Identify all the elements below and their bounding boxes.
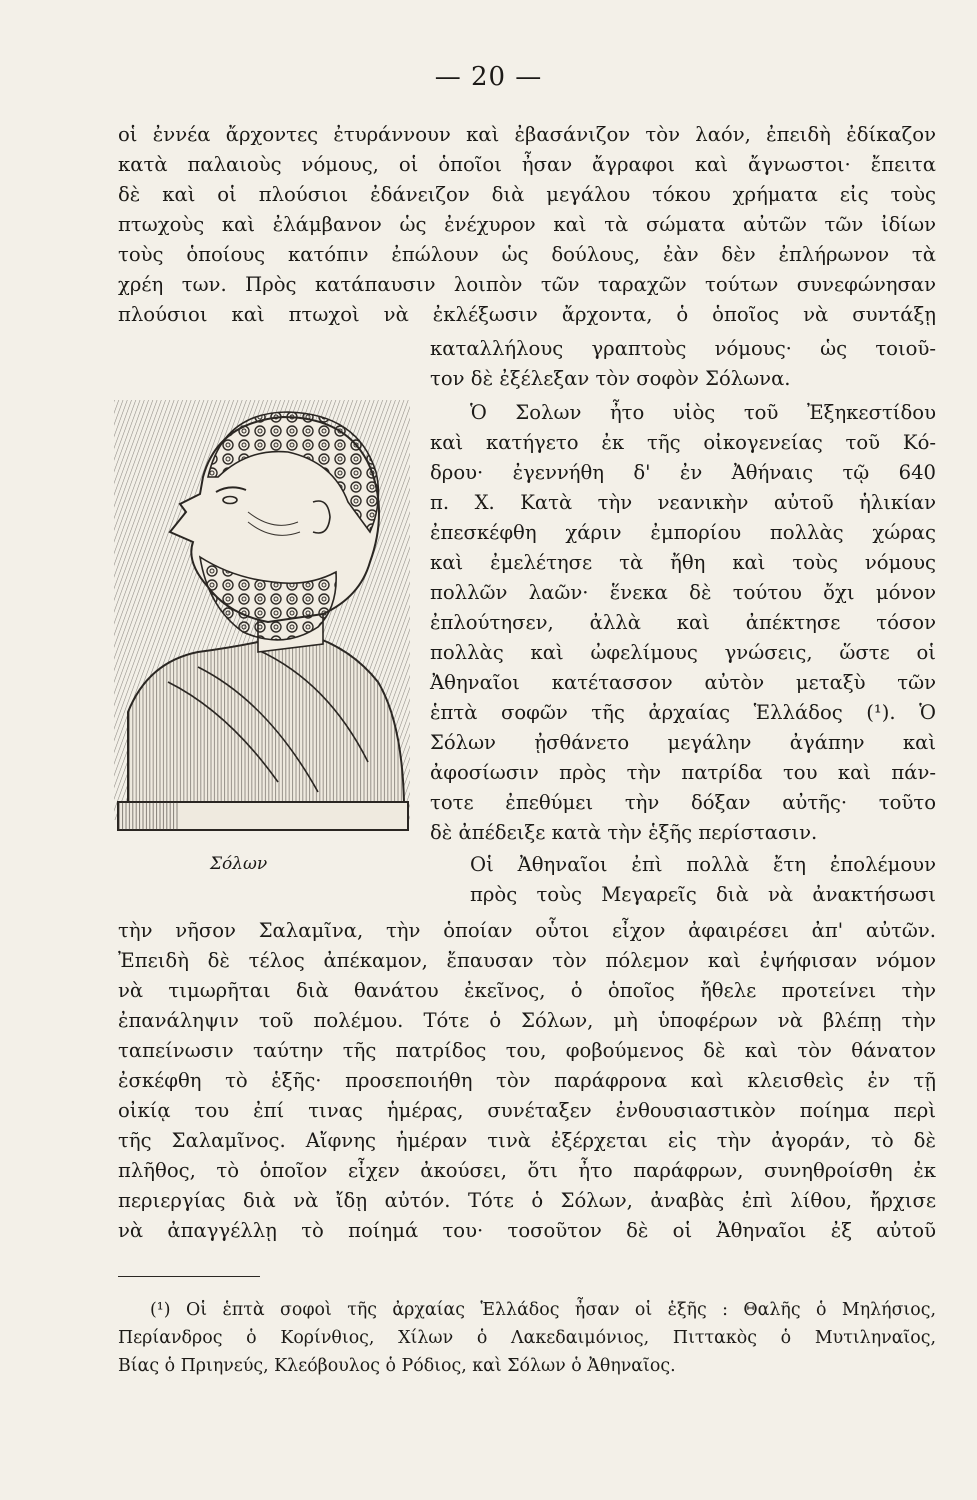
text-line: καταλλήλους γραπτοὺς νόμους· ὡς τοιοῦ- xyxy=(430,337,936,360)
text-line: καὶ κατήγετο ἐκ τῆς οἰκογενείας τοῦ Κό- xyxy=(430,431,936,454)
text-line: οἱ ἐννέα ἄρχοντες ἐτυράννουν καὶ ἐβασάνιζον τὸν λαόν, ἐπειδὴ ἐδίκαζον xyxy=(118,123,936,146)
text-line: τοὺς ὁποίους κατόπιν ἐπώλουν ὡς δούλους, ἐὰν δὲν ἐπλήρωνον τὰ xyxy=(118,243,936,266)
text-line: τῆς Σαλαμῖνος. Αἴφνης ἡμέραν τινὰ ἐξέρχεται εἰς τὴν ἀγοράν, τὸ δὲ xyxy=(118,1129,936,1152)
text-line: ἐπλούτησεν, ἀλλὰ καὶ ἀπέκτησε τόσον xyxy=(430,611,936,634)
text-line: τον δὲ ἐξέλεξαν τὸν σοφὸν Σόλωνα. xyxy=(430,367,791,390)
text-line: νὰ τιμωρῆται διὰ θανάτου ἐκεῖνος, ὁ ὁποῖος ἤθελε προτείνει τὴν xyxy=(118,979,936,1002)
text-line: π. Χ. Κατὰ τὴν νεανικὴν αὐτοῦ ἡλικίαν xyxy=(430,491,936,514)
text-line: Ἐπειδὴ δὲ τέλος ἀπέκαμον, ἔπαυσαν τὸν πόλεμον καὶ ἐψήφισαν νόμον xyxy=(118,949,936,972)
text-line: ταπείνωσιν ταύτην τῆς πατρίδος του, φοβούμενος δὲ καὶ τὸν θάνατον xyxy=(118,1039,936,1062)
text-line: ἑπτὰ σοφῶν τῆς ἀρχαίας Ἑλλάδος (¹). Ὁ xyxy=(430,701,936,724)
page-number: — 20 — xyxy=(434,62,543,92)
text-line: πολλὰς καὶ ὠφελίμους γνώσεις, ὥστε οἱ xyxy=(430,641,936,664)
text-line: περιεργίας διὰ νὰ ἴδῃ αὐτόν. Τότε ὁ Σόλων, ἀναβὰς ἐπὶ λίθου, ἤρχισε xyxy=(118,1189,936,1212)
text-line: νὰ ἀπαγγέλλῃ τὸ ποίημά του· τοσοῦτον δὲ οἱ Ἀθηναῖοι ἐξ αὐτοῦ xyxy=(118,1219,936,1242)
footnote-line: Περίανδρος ὁ Κορίνθιος, Χίλων ὁ Λακεδαιμόνιος, Πιττακὸς ὁ Μυτιληναῖος, xyxy=(118,1328,936,1348)
text-line: ἐπεσκέφθη χάριν ἐμπορίου πολλὰς χώρας xyxy=(430,521,936,544)
text-line: Σόλων ᾐσθάνετο μεγάλην ἀγάπην καὶ xyxy=(430,731,936,754)
footnote-line: Βίας ὁ Πριηνεύς, Κλεόβουλος ὁ Ρόδιος, καὶ Σόλων ὁ Ἀθηναῖος. xyxy=(118,1356,676,1376)
text-line: πλῆθος, τὸ ὁποῖον εἶχεν ἀκούσει, ὅτι ἦτο παράφρων, συνηθροίσθη ἐκ xyxy=(118,1159,936,1182)
text-line: καὶ ἐμελέτησε τὰ ἤθη καὶ τοὺς νόμους xyxy=(430,551,936,574)
text-line: πτωχοὺς καὶ ἐλάμβανον ὡς ἐνέχυρον καὶ τὰ σώματα αὐτῶν τῶν ἰδίων xyxy=(118,213,936,236)
text-line: δὲ καὶ οἱ πλούσιοι ἐδάνειζον διὰ μεγάλου τόκου χρήματα εἰς τοὺς xyxy=(118,183,936,206)
text-line: πρὸς τοὺς Μεγαρεῖς διὰ νὰ ἀνακτήσωσι xyxy=(470,883,936,906)
text-line: κατὰ παλαιοὺς νόμους, οἱ ὁποῖοι ἦσαν ἄγραφοι καὶ ἄγνωστοι· ἔπειτα xyxy=(118,153,936,176)
text-line: τοτε ἐπεθύμει τὴν δόξαν αὐτῆς· τοῦτο xyxy=(430,791,936,814)
text-line: ἐσκέφθη τὸ ἑξῆς· προσεποιήθη τὸν παράφρονα καὶ κλεισθεὶς ἐν τῇ xyxy=(118,1069,936,1092)
text-line: Ὁ Σολων ἦτο υἱὸς τοῦ Ἐξηκεστίδου xyxy=(470,401,936,424)
text-line: τὴν νῆσον Σαλαμῖνα, τὴν ὁποίαν οὗτοι εἶχον ἀφαιρέσει ἀπ' αὐτῶν. xyxy=(118,919,936,942)
text-line: πλούσιοι καὶ πτωχοὶ νὰ ἐκλέξωσιν ἄρχοντα, ὁ ὁποῖος νὰ συντάξῃ xyxy=(118,303,936,326)
text-line: Ἀθηναῖοι κατέτασσον αὐτὸν μεταξὺ τῶν xyxy=(430,671,936,694)
text-line: ἀφοσίωσιν πρὸς τὴν πατρίδα του καὶ πάν- xyxy=(430,761,936,784)
text-line: πολλῶν λαῶν· ἕνεκα δὲ τούτου ὄχι μόνον xyxy=(430,581,936,604)
solon-portrait-engraving xyxy=(108,382,424,850)
portrait-caption: Σόλων xyxy=(210,854,268,874)
text-line: ἐπανάληψιν τοῦ πολέμου. Τότε ὁ Σόλων, μὴ ὑποφέρων νὰ βλέπῃ τὴν xyxy=(118,1009,936,1032)
text-line: οἰκίᾳ του ἐπί τινας ἡμέρας, συνέταξεν ἐνθουσιαστικὸν ποίημα περὶ xyxy=(118,1099,936,1122)
text-line: Οἱ Ἀθηναῖοι ἐπὶ πολλὰ ἔτη ἐπολέμουν xyxy=(470,853,936,876)
footnote-line: (¹) Οἱ ἑπτὰ σοφοὶ τῆς ἀρχαίας Ἑλλάδος ἦσαν οἱ ἑξῆς : Θαλῆς ὁ Μηλήσιος, xyxy=(150,1300,936,1320)
footnote-divider xyxy=(118,1276,260,1277)
text-line: δρου· ἐγεννήθη δ' ἐν Ἀθήναις τῷ 640 xyxy=(430,461,936,484)
text-line: χρέη των. Πρὸς κατάπαυσιν λοιπὸν τῶν ταραχῶν τούτων συνεφώνησαν xyxy=(118,273,936,296)
text-line: δὲ ἀπέδειξε κατὰ τὴν ἑξῆς περίστασιν. xyxy=(430,821,818,844)
